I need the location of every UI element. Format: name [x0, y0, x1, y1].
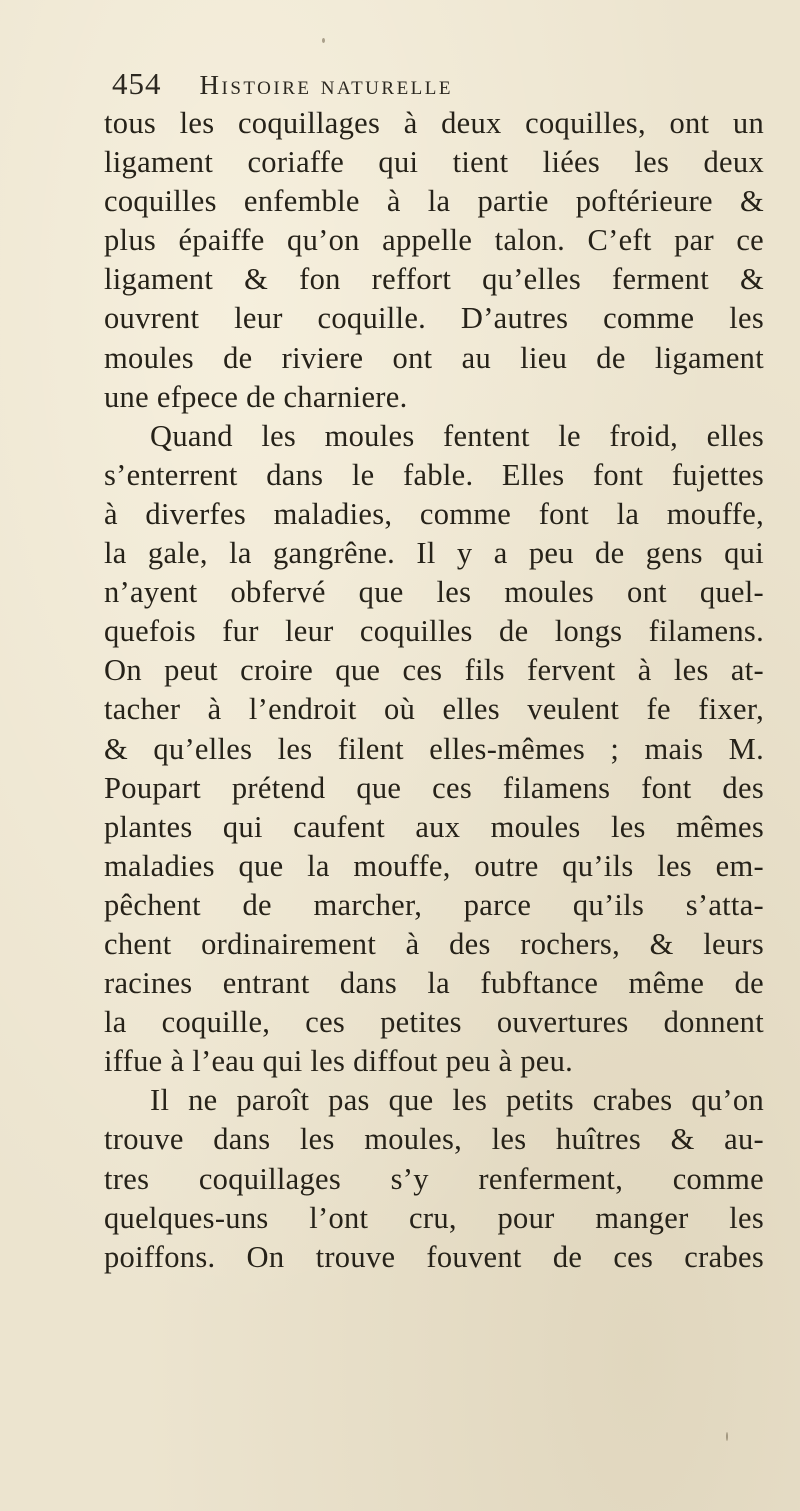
ink-speck	[322, 38, 325, 43]
text-line: quelques-uns l’ont cru, pour manger les	[104, 1200, 764, 1235]
text-line: plus épaiffe qu’on appelle talon. C’eft par ce	[104, 223, 764, 258]
text-line: une efpece de charniere.	[104, 379, 408, 414]
text-line: la gale, la gangrêne. Il y a peu de gens qui	[104, 536, 764, 571]
text-line: ligament coriaffe qui tient liées les deux	[104, 145, 764, 180]
text-line: ouvrent leur coquille. D’autres comme les	[104, 301, 764, 336]
text-line: iffue à l’eau qui les diffout peu à peu.	[104, 1044, 574, 1079]
text-line: s’enterrent dans le fable. Elles font fujettes	[104, 457, 764, 492]
text-line: tres coquillages s’y renferment, comme	[104, 1161, 764, 1196]
text-line: la coquille, ces petites ouvertures donnent	[104, 1005, 764, 1040]
ink-speck	[726, 1432, 728, 1441]
text-line: moules de riviere ont au lieu de ligament	[104, 340, 764, 375]
text-line: On peut croire que ces fils fervent à les at-	[104, 653, 764, 688]
text-line: tacher à l’endroit où elles veulent fe fixer,	[104, 692, 764, 727]
text-line: Poupart prétend que ces filamens font des	[104, 770, 764, 805]
text-line: chent ordinairement à des rochers, & leurs	[104, 926, 764, 961]
page-number: 454	[112, 66, 162, 101]
text-line: Quand les moules fentent le froid, elles	[150, 418, 764, 453]
text-line: racines entrant dans la fubftance même de	[104, 966, 764, 1001]
text-line: & qu’elles les filent elles-mêmes ; mais M.	[104, 731, 764, 766]
text-line: maladies que la mouffe, outre qu’ils les em-	[104, 848, 764, 883]
text-line: Il ne paroît pas que les petits crabes qu’on	[150, 1083, 764, 1118]
text-line: ligament & fon reffort qu’elles ferment &	[104, 262, 764, 297]
text-line: coquilles enfemble à la partie poftérieure &	[104, 184, 764, 219]
text-line: trouve dans les moules, les huîtres & au-	[104, 1122, 764, 1157]
text-line: poiffons. On trouve fouvent de ces crabes	[104, 1239, 764, 1274]
text-line: quefois fur leur coquilles de longs filamens.	[104, 614, 764, 649]
running-title: Histoire naturelle	[199, 70, 453, 100]
text-line: plantes qui caufent aux moules les mêmes	[104, 809, 764, 844]
text-line: à diverfes maladies, comme font la mouffe,	[104, 496, 764, 531]
running-head	[112, 66, 732, 106]
body-text	[104, 104, 764, 1277]
text-line: pêchent de marcher, parce qu’ils s’atta-	[104, 887, 764, 922]
text-line: n’ayent obfervé que les moules ont quel-	[104, 575, 764, 610]
text-line: tous les coquillages à deux coquilles, ont un	[104, 106, 764, 140]
